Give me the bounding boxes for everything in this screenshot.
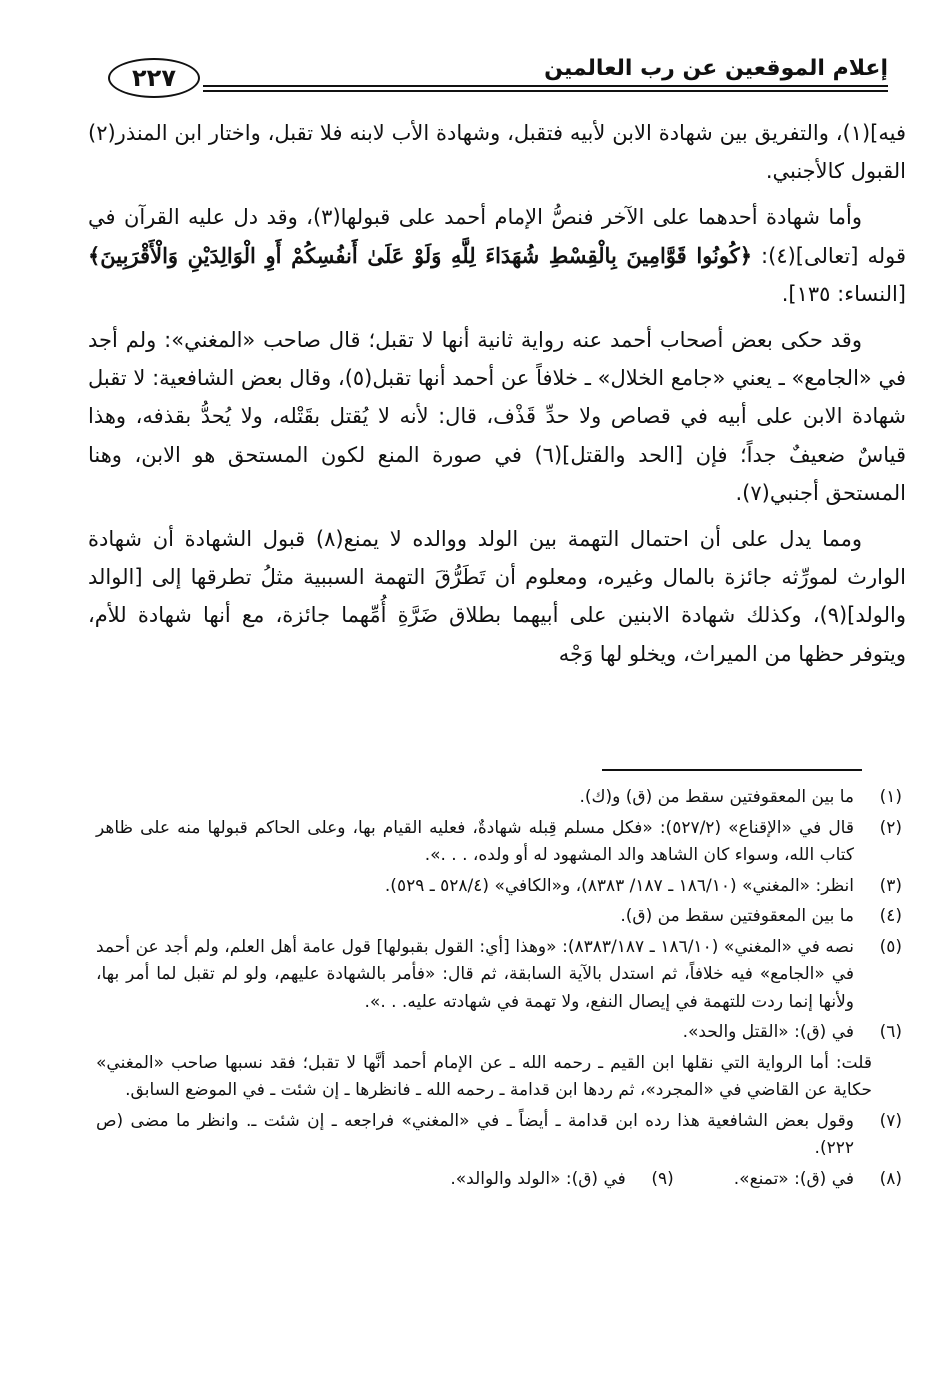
footnote-text: انظر: «المغني» (١٨٦/١٠ ـ ١٨٧/ ٨٣٨٣)، و«الكافي» (٥٢٨/٤ ـ ٥٢٩). [384,875,854,896]
footnote [96,784,902,812]
footnote-number: (٩) [651,1168,674,1189]
footnote [96,903,902,931]
footnote-number: (٦) [879,1022,902,1042]
footnote [734,1166,902,1194]
footnote-text: نصه في «المغني» (١٨٦/١٠ ـ ٨٣٨٣/١٨٧): «وهذا [أي: القول بقبولها] قول عامة أهل العلم، ولم أجد عن أحمد في «الجامع» فيه خلافاً، ثم استدل بالآية السابقة، ثم قال: «فأمر بالشهادة عليهم، ولو لم تقبل لما أمر بها، ولأنها إنما ردت للتهمة في إيصال النفع، ولا تهمة في شهادته عليه. . .». [96,936,854,1012]
paragraph: فيه](١)، والتفريق بين شهادة الابن لأبيه فتقبل، وشهادة الأب لابنه فلا تقبل، واختار ابن المنذر(٢) القبول كالأجنبي. [88,121,906,184]
footnote [96,1019,902,1047]
footnote [450,1166,673,1194]
verse-reference: [النساء: ١٣٥]. [781,281,906,306]
footnote-number: (٣) [879,875,902,896]
header-rule [203,90,888,92]
footnote-text: في (ق): «الولد والوالد». [450,1168,626,1189]
footnote-text: ما بين المعقوفتين سقط من (ق). [620,906,854,926]
paragraph: وقد حكى بعض أصحاب أحمد عنه رواية ثانية أنها لا تقبل؛ قال صاحب «المغني»: ولم أجد في «الجامع» ـ يعني «جامع الخلال» ـ خلافاً عن أحمد أنها تقبل(٥)، وقال بعض الشافعية: لا تقبل شهادة الابن على أبيه في قصاص ولا حدِّ قَذْف، قال: لأنه لا يُقتل بقَتْله، ولا يُحدُّ بقذفه، وهذا قياسٌ ضعيفٌ جداً؛ فإن [الحد والقتل](٦) في صورة المنع لكون المستحق هو الابن، وهنا المستحق أجنبي(٧). [88,328,906,505]
footnote-text: في (ق): «تمنع». [733,1168,854,1189]
footnote [96,873,902,901]
footnote-text: في (ق): «القتل والحد». [682,1022,854,1042]
paragraph-text: وأما شهادة أحدهما على الآخر فنصُّ الإمام أحمد على قبولها(٣)، وقد دل عليه القرآن في قوله [تعالى](٤): [88,205,907,268]
footnote-row [96,1166,902,1197]
footnote-text: ما بين المعقوفتين سقط من (ق) و(ك). [579,787,854,807]
footnote-comment: قلت: أما الرواية التي نقلها ابن القيم ـ رحمه الله ـ عن الإمام أحمد أنَّها لا تقبل؛ فقد نسبها صاحب «المغني» حكاية عن القاضي في «المجرد»، ثم ردها ابن قدامة ـ رحمه الله ـ فانظرها ـ إن شئت ـ في الموضع السابق. [96,1052,872,1100]
header-rule [203,85,888,87]
paragraph: ومما يدل على أن احتمال التهمة بين الولد ووالده لا يمنع(٨) قبول الشهادة أن شهادة الوارث لمورِّثه جائزة بالمال وغيره، ومعلوم أن تَطَرُّقَ التهمة السببية مثلُ تطرقها إلى [الوالد والولد](٩)، وكذلك شهادة الابنين على أبيهما بطلاق ضَرَّةِ أُمِّهما جائزة، مع أنها شهادة للأم، ويتوفر حظها من الميراث، ويخلو لها وَجْه [88,527,906,666]
main-text [88,114,906,681]
footnote-text: وقول بعض الشافعية هذا رده ابن قدامة ـ أيضاً ـ في «المغني» فراجعه ـ إن شئت ـ. وانظر ما مضى (ص ٢٢٢). [96,1110,854,1158]
footnote-number: (١) [879,787,902,807]
footnote-number: (٤) [879,906,902,926]
footnote [96,934,902,1017]
paragraph [88,198,906,313]
footnote-number: (٧) [879,1110,902,1131]
footnote-separator [602,769,862,771]
footnotes [96,784,902,1196]
footnote [96,1108,902,1163]
footnote-text: قال في «الإقناع» (٥٢٧/٢): «فكل مسلم قِبله شهادةٌ، فعليه القيام بها، وعلى الحاكم قبولها منه على ظاهر كتاب الله، وسواء كان الشاهد والد المشهود له أو ولده، . . .». [96,817,854,865]
running-title: إعلام الموقعين عن رب العالمين [544,56,888,81]
page-header [88,48,888,104]
quran-verse: ﴿كُونُوا قَوَّامِينَ بِالْقِسْطِ شُهَدَاءَ لِلَّهِ وَلَوْ عَلَىٰ أَنفُسِكُمْ أَوِ الْوَالِدَيْنِ وَالْأَقْرَبِينَ﴾ [88,242,753,268]
page-number: ٢٢٧ [108,58,200,98]
footnote [96,815,902,870]
footnote-number: (٢) [879,817,902,838]
footnote-number: (٥) [879,936,902,957]
footnote-number: (٨) [879,1168,902,1189]
